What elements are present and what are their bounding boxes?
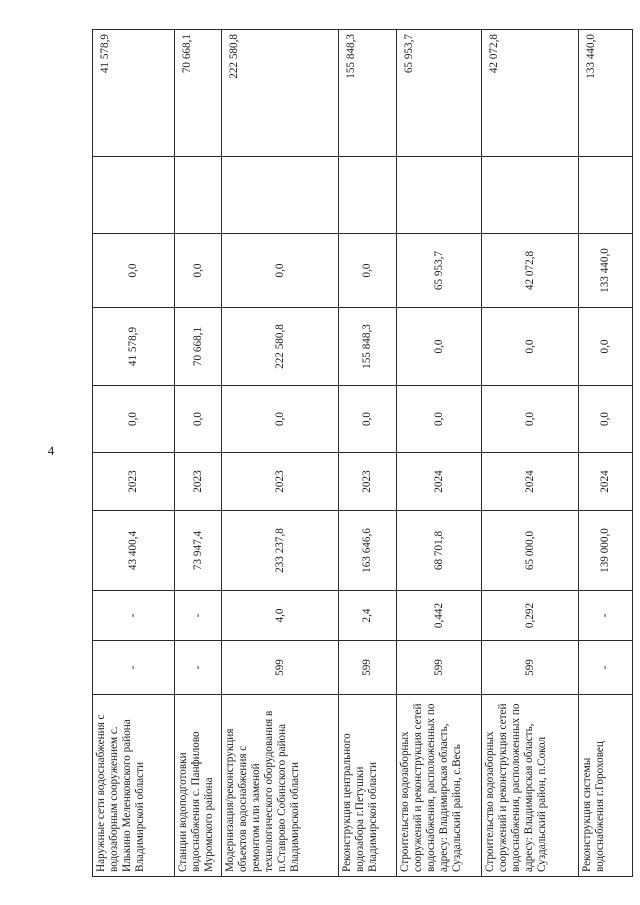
empty-cell	[579, 157, 633, 234]
rotated-table-area	[92, 30, 611, 877]
capacity-cell: 0,442	[397, 591, 482, 641]
page-number: 4	[47, 443, 55, 458]
object-name-cell: Строительство водозаборных сооружений и реконструкция сетей водоснабжения, расположенных по адресу: Владимирская область, Суздальский район, с.Весь	[397, 695, 482, 877]
code-cell: -	[579, 641, 633, 695]
empty-cell	[222, 157, 339, 234]
value-2022-cell: 0,0	[93, 386, 175, 453]
value-2024-cell: 0,0	[175, 234, 222, 308]
capacity-cell: 2,4	[339, 591, 397, 641]
value-2024-cell: 0,0	[93, 234, 175, 308]
value-2024-cell: 42 072,8	[482, 234, 579, 308]
object-name-cell: Строительство водозаборных сооружений и реконструкция сетей водоснабжения, расположенных по адресу: Владимирская область, Суздальский район, п.Сокол	[482, 695, 579, 877]
investment-table	[92, 29, 633, 877]
estimated-cost-cell: 163 646,6	[339, 511, 397, 591]
capacity-cell: -	[93, 591, 175, 641]
value-2022-cell: 0,0	[482, 386, 579, 453]
empty-cell	[339, 157, 397, 234]
estimated-cost-cell: 65 000,0	[482, 511, 579, 591]
empty-cell	[482, 157, 579, 234]
capacity-cell: -	[175, 591, 222, 641]
total-cell: 41 578,9	[93, 30, 175, 157]
completion-year-cell: 2023	[339, 453, 397, 511]
value-2023-cell: 70 668,1	[175, 308, 222, 386]
table-row	[579, 30, 633, 877]
value-2023-cell: 0,0	[397, 308, 482, 386]
estimated-cost-cell: 68 701,8	[397, 511, 482, 591]
capacity-cell: 0,292	[482, 591, 579, 641]
empty-cell	[397, 157, 482, 234]
estimated-cost-cell: 43 400,4	[93, 511, 175, 591]
table-row	[339, 30, 397, 877]
object-name-cell: Станции водоподготовки водоснабжения с. Панфилово Муромского района	[175, 695, 222, 877]
completion-year-cell: 2024	[397, 453, 482, 511]
estimated-cost-cell: 73 947,4	[175, 511, 222, 591]
code-cell: 599	[397, 641, 482, 695]
table-body	[93, 30, 633, 877]
value-2023-cell: 222 580,8	[222, 308, 339, 386]
code-cell: 599	[222, 641, 339, 695]
total-cell: 155 848,3	[339, 30, 397, 157]
object-name-cell: Наружные сети водоснабжения с водозаборным сооружением с. Илькино Меленковского района Владимирской области	[93, 695, 175, 877]
total-cell: 222 580,8	[222, 30, 339, 157]
table-row	[93, 30, 175, 877]
object-name-cell: Реконструкция центрального водозабора г.Петушки Владимирской области	[339, 695, 397, 877]
total-cell: 70 668,1	[175, 30, 222, 157]
total-cell: 133 440,0	[579, 30, 633, 157]
completion-year-cell: 2024	[579, 453, 633, 511]
total-cell: 42 072,8	[482, 30, 579, 157]
empty-cell	[175, 157, 222, 234]
value-2024-cell: 0,0	[222, 234, 339, 308]
code-cell: 599	[339, 641, 397, 695]
value-2024-cell: 0,0	[339, 234, 397, 308]
value-2023-cell: 0,0	[579, 308, 633, 386]
value-2024-cell: 65 953,7	[397, 234, 482, 308]
estimated-cost-cell: 233 237,8	[222, 511, 339, 591]
completion-year-cell: 2023	[222, 453, 339, 511]
table-row	[482, 30, 579, 877]
value-2023-cell: 41 578,9	[93, 308, 175, 386]
code-cell: 599	[482, 641, 579, 695]
completion-year-cell: 2023	[93, 453, 175, 511]
code-cell: -	[175, 641, 222, 695]
total-cell: 65 953,7	[397, 30, 482, 157]
completion-year-cell: 2023	[175, 453, 222, 511]
completion-year-cell: 2024	[482, 453, 579, 511]
value-2022-cell: 0,0	[397, 386, 482, 453]
value-2022-cell: 0,0	[222, 386, 339, 453]
table-row	[397, 30, 482, 877]
table-row	[175, 30, 222, 877]
capacity-cell: -	[579, 591, 633, 641]
value-2024-cell: 133 440,0	[579, 234, 633, 308]
estimated-cost-cell: 139 000,0	[579, 511, 633, 591]
object-name-cell: Модернизация/реконструкция объектов водоснабжения с ремонтом или заменой технологического оборудования в п.Ставрово Собинского района Владимирской области	[222, 695, 339, 877]
value-2022-cell: 0,0	[175, 386, 222, 453]
value-2022-cell: 0,0	[339, 386, 397, 453]
value-2023-cell: 155 848,3	[339, 308, 397, 386]
code-cell: -	[93, 641, 175, 695]
table-row	[222, 30, 339, 877]
table-frame	[92, 30, 611, 877]
value-2022-cell: 0,0	[579, 386, 633, 453]
empty-cell	[93, 157, 175, 234]
capacity-cell: 4,0	[222, 591, 339, 641]
object-name-cell: Реконструкция системы водоснабжения г.Гороховец	[579, 695, 633, 877]
value-2023-cell: 0,0	[482, 308, 579, 386]
